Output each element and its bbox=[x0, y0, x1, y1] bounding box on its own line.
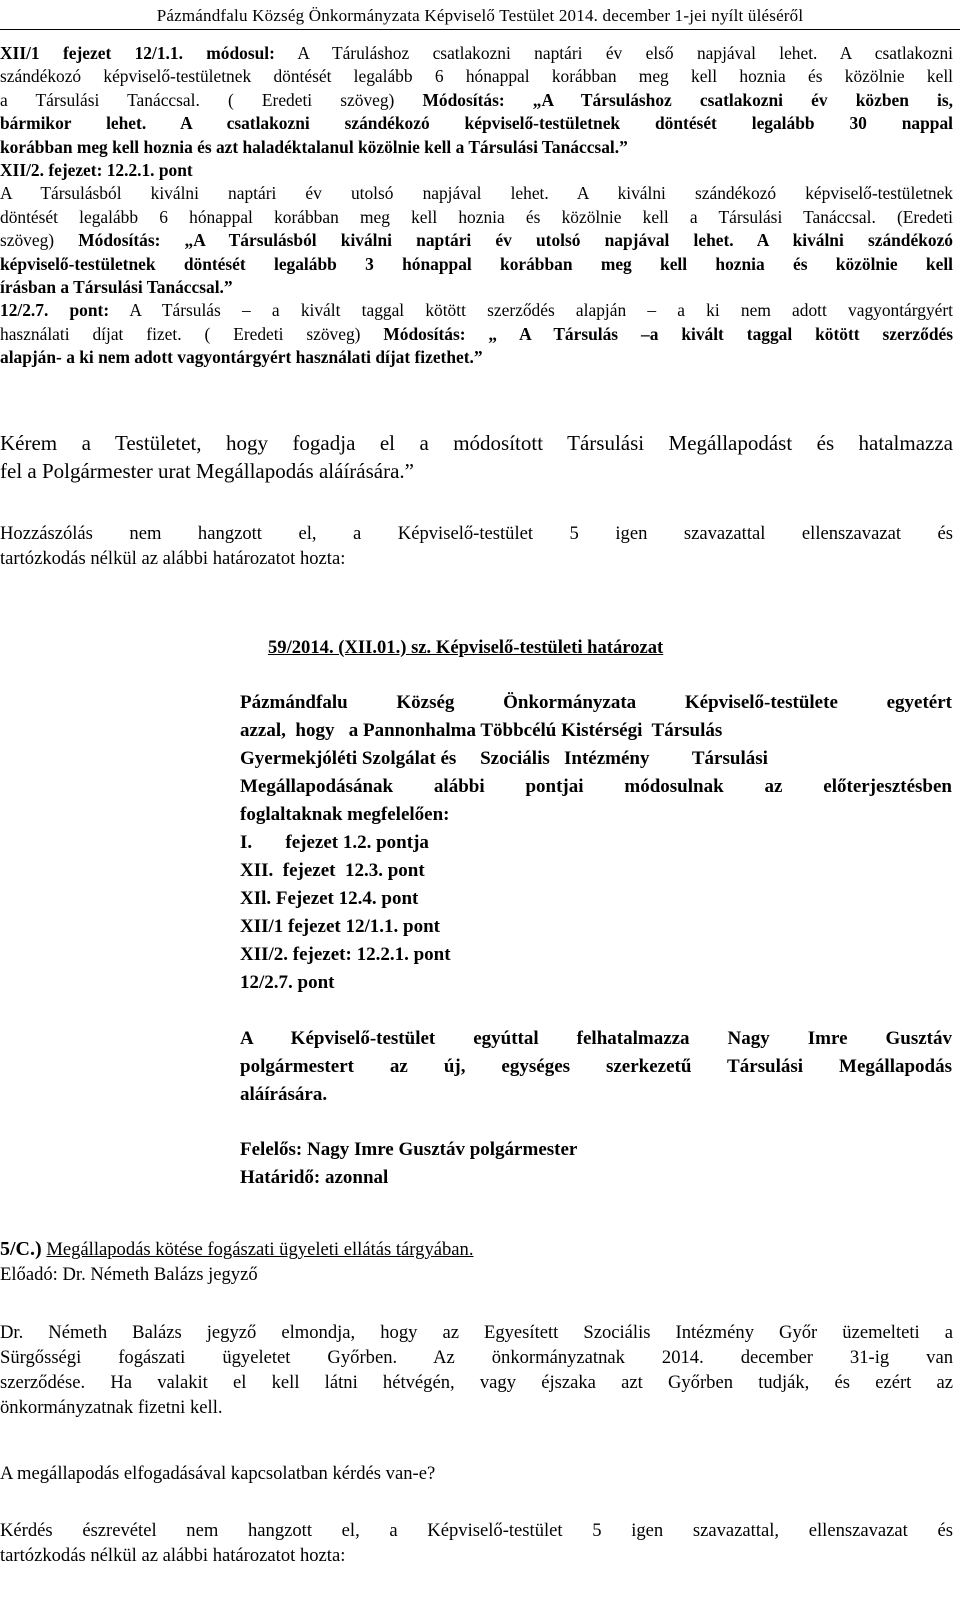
amendment-text: bármikor lehet. bbox=[0, 113, 147, 134]
list-item: XII/2. fejezet: 12.2.1. pont bbox=[240, 944, 451, 965]
vote-paragraph-2 bbox=[0, 1518, 953, 1568]
text-line: Gyermekjóléti Szolgálat és Szociális Intézmény Társulási bbox=[240, 748, 768, 769]
header-rule bbox=[0, 29, 960, 30]
text-line: fel a Polgármester urat Megállapodás aláírására.” bbox=[0, 459, 414, 483]
text-line: aláírására. bbox=[240, 1084, 328, 1105]
text-line: A megállapodás elfogadásával kapcsolatban kérdés van-e? bbox=[0, 1463, 436, 1484]
text-line: Hozzászólás nem hangzott el, a Képviselő-testület 5 igen szavazattal ellenszavazat és bbox=[0, 523, 953, 544]
text-line: Sürgősségi fogászati ügyeletet Győrben. Az önkormányzatnak 2014. december 31-ig van bbox=[0, 1347, 953, 1368]
amendment-text: Módosítás: „A Társuláshoz csatlakozni év közben is, bbox=[422, 89, 953, 110]
agenda-number: 5/C.) bbox=[0, 1238, 42, 1260]
text-line: A Képviselő-testület egyúttal felhatalmazza Nagy Imre Gusztáv bbox=[240, 1028, 952, 1049]
bold-text: módosul: bbox=[182, 43, 275, 63]
resolution-footer bbox=[240, 1136, 952, 1192]
text-span: használati díjat fizet. ( Eredeti szöveg) bbox=[0, 323, 384, 344]
vote-paragraph bbox=[0, 521, 953, 571]
text-line: Kérdés észrevétel nem hangzott el, a Képviselő-testület 5 igen szavazattal, ellenszavazat és bbox=[0, 1520, 953, 1541]
agenda-heading bbox=[0, 1237, 953, 1262]
question-line bbox=[0, 1461, 953, 1486]
text-line: tartózkodás nélkül az alábbi határozatot hozta: bbox=[0, 548, 346, 569]
deadline-line: Határidő: azonnal bbox=[240, 1167, 389, 1188]
text-line bbox=[0, 42, 953, 65]
list-item: I. fejezet 1.2. pontja bbox=[240, 832, 429, 853]
text-line: szerződése. Ha valakit el kell látni hétvégén, vagy éjszaka azt Győrben tudják, és ezért az bbox=[0, 1372, 953, 1393]
text-span: a Társulási Tanáccsal. ( Eredeti szöveg) bbox=[0, 89, 423, 110]
text-line bbox=[0, 229, 953, 252]
request-paragraph bbox=[0, 429, 953, 485]
list-item: XII. fejezet 12.3. pont bbox=[240, 860, 425, 881]
text-line: önkormányzatnak fizetni kell. bbox=[0, 1397, 223, 1418]
text-line: képviselő-testületnek döntését legalább 3 hónappal korábban meg kell hoznia és közölnie kell bbox=[0, 253, 953, 274]
presenter-line: Előadó: Dr. Németh Balázs jegyző bbox=[0, 1264, 258, 1285]
page-header: Pázmándfalu Község Önkormányzata Képviselő Testület 2014. december 1-jei nyílt üléséről bbox=[156, 6, 804, 25]
text-line bbox=[0, 89, 953, 112]
responsible-line: Felelős: Nagy Imre Gusztáv polgármester bbox=[240, 1139, 578, 1160]
chapter-ref: XII/2. fejezet: 12.2.1. pont bbox=[0, 160, 193, 180]
agenda-title: Megállapodás kötése fogászati ügyeleti ellátás tárgyában. bbox=[46, 1239, 474, 1260]
discussion-paragraph bbox=[0, 1320, 953, 1420]
text-line: tartózkodás nélkül az alábbi határozatot hozta: bbox=[0, 1545, 346, 1566]
text-line: Kérem a Testületet, hogy fogadja el a módosított Társulási Megállapodást és hatalmazza bbox=[0, 431, 953, 455]
list-item: XII/1 fejezet 12/1.1. pont bbox=[240, 916, 440, 937]
text-line: A Társulásból kiválni naptári év utolsó napjával lehet. A kiválni szándékozó képviselő-testületnek bbox=[0, 183, 953, 204]
list-item: 12/2.7. pont bbox=[240, 972, 335, 993]
text-line: szándékozó képviselő-testületnek döntését legalább 6 hónappal korábban meg kell hoznia és közölnie kell bbox=[0, 66, 953, 87]
text-line bbox=[0, 112, 953, 135]
section-xii2 bbox=[0, 159, 953, 370]
text-line bbox=[0, 299, 953, 322]
list-item: XIl. Fejezet 12.4. pont bbox=[240, 888, 419, 909]
resolution-authorization bbox=[240, 1025, 952, 1109]
resolution-title: 59/2014. (XII.01.) sz. Képviselő-testületi határozat bbox=[268, 637, 664, 658]
text-line: alapján- a ki nem adott vagyontárgyért használati díjat fizethet.” bbox=[0, 347, 483, 368]
text-line: Dr. Németh Balázs jegyző elmondja, hogy az Egyesített Szociális Intézmény Győr üzemelteti a bbox=[0, 1322, 953, 1343]
text-span: szöveg) bbox=[0, 230, 79, 251]
text-line: polgármestert az új, egységes szerkezetű Társulási Megállapodás bbox=[240, 1056, 952, 1077]
amendment-text: A csatlakozni szándékozó képviselő-testületnek döntését legalább 30 nappal bbox=[146, 113, 953, 134]
resolution-body bbox=[240, 689, 952, 997]
text-line: Megállapodásának alábbi pontjai módosulnak az előterjesztésben bbox=[240, 776, 952, 797]
text-span: A Társulás – a kivált taggal kötött szerződés alapján – a ki nem adott vagyontárgyért bbox=[109, 300, 953, 321]
section-xii1 bbox=[0, 42, 953, 159]
amendment-text: Módosítás: „A Társulásból kiválni naptári év utolsó napjával lehet. A kiválni szándékozó bbox=[78, 230, 953, 251]
chapter-ref: XII/1 fejezet 12/1.1. bbox=[0, 43, 183, 63]
chapter-ref: 12/2.7. pont: bbox=[0, 300, 110, 321]
agenda-item-5c bbox=[0, 1237, 953, 1287]
text-line bbox=[0, 323, 953, 346]
amendment-text: Módosítás: „ A Társulás –a kivált taggal kötött szerződés bbox=[383, 323, 953, 344]
text-line: írásban a Társulási Tanáccsal.” bbox=[0, 277, 233, 298]
text-line: Pázmándfalu Község Önkormányzata Képviselő-testülete egyetért bbox=[240, 692, 952, 713]
text-line: azzal, hogy a Pannonhalma Többcélú Kistérségi Társulás bbox=[240, 720, 723, 741]
text-line: korábban meg kell hoznia és azt haladéktalanul közölnie kell a Társulási Tanáccsal.” bbox=[0, 136, 628, 157]
text-span: A Táruláshoz csatlakozni naptári év első napjával lehet. A csatlakozni bbox=[274, 43, 954, 63]
text-line: döntését legalább 6 hónappal korábban meg kell hoznia és közölnie kell a Társulási Tanáccsal. (Eredeti bbox=[0, 206, 953, 227]
text-line: foglaltaknak megfelelően: bbox=[240, 804, 450, 825]
